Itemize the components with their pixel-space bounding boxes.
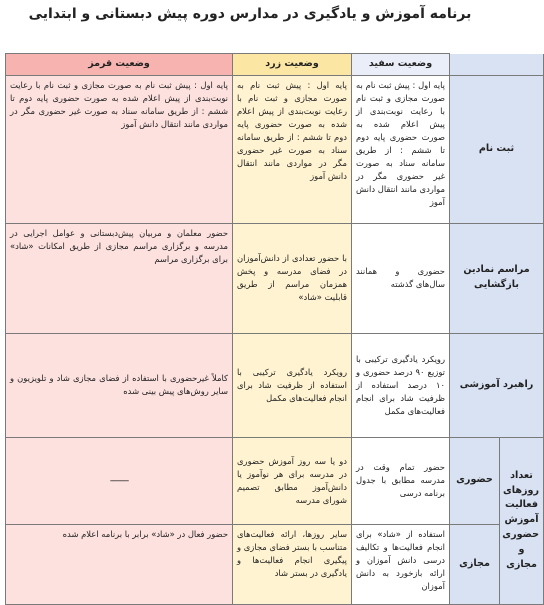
header-white-status: وضعیت سفید bbox=[352, 54, 450, 76]
row-label-days: تعداد روزهای فعالیت آموزش حضوری و مجازی bbox=[500, 437, 544, 604]
registration-white: پایه اول : پیش ثبت نام به صورت مجازی و ثبت نام با رعایت نوبت‌بندی از پیش اعلام شده به صورت حضوری پایه دوم تا ششم : از طریق سامانه سناد به صورت غیر حضوری مگر در مواردی مانند انتقال دانش آموز bbox=[352, 75, 450, 223]
table-row bbox=[6, 333, 544, 437]
registration-red: پایه اول : پیش ثبت نام به صورت مجازی و ثبت نام با رعایت نوبت‌بندی از پیش اعلام شده به صورت حضوری پایه دوم تا ششم : از طریق سامانه سناد به صورت غیر حضوری مگر در مواردی مانند انتقال دانش آموز bbox=[6, 75, 233, 223]
page-title: برنامه آموزش و یادگیری در مدارس دوره پیش دبستانی و ابتدایی bbox=[28, 6, 472, 22]
ceremony-red: حضور معلمان و مربیان پیش‌دبستانی و عوامل اجرایی در مدرسه و برگزاری مراسم مجازی از طریق امکانات «شاد» برای برگزاری مراسم bbox=[6, 223, 233, 333]
table-row bbox=[6, 524, 544, 604]
education-plan-table bbox=[5, 53, 544, 605]
virtual-yellow: سایر روزها، ارائه فعالیت‌های متناسب با بستر فضای مجازی و پیگیری انجام فعالیت‌ها و یادگیری در بستر شاد bbox=[233, 524, 352, 604]
inperson-white: حضور تمام وقت در مدرسه مطابق با جدول برنامه درسی bbox=[352, 437, 450, 524]
header-yellow-status: وضعیت زرد bbox=[233, 54, 352, 76]
row-label-inperson: حضوری bbox=[450, 437, 500, 524]
header-red-status: وضعیت قرمز bbox=[6, 54, 233, 76]
registration-yellow: پایه اول : پیش ثبت نام به صورت مجازی و ثبت نام با رعایت نوبت‌بندی از پیش اعلام شده به صورت حضوری پایه دوم تا ششم : از طریق سامانه سناد به صورت غیر حضوری مگر در مواردی مانند انتقال دانش آموز bbox=[233, 75, 352, 223]
row-label-registration: ثبت نام bbox=[450, 75, 544, 223]
row-label-virtual: مجازی bbox=[450, 524, 500, 604]
virtual-white: استفاده از «شاد» برای انجام فعالیت‌ها و تکالیف درسی دانش آموزان و ارائه بازخورد به دانش آموزان bbox=[352, 524, 450, 604]
ceremony-white: حضوری و همانند سال‌های گذشته bbox=[352, 223, 450, 333]
virtual-red: حضور فعال در «شاد» برابر با برنامه اعلام شده bbox=[6, 524, 233, 604]
table-row bbox=[6, 223, 544, 333]
corner-cell bbox=[450, 54, 544, 76]
inperson-yellow: دو یا سه روز آموزش حضوری در مدرسه برای هر نوآموز یا دانش‌آموز مطابق تصمیم شورای مدرسه bbox=[233, 437, 352, 524]
row-label-strategy: راهبرد آموزشی bbox=[450, 333, 544, 437]
strategy-yellow: رویکرد یادگیری ترکیبی با استفاده از ظرفیت شاد برای انجام فعالیت‌های مکمل bbox=[233, 333, 352, 437]
table-row bbox=[6, 437, 544, 524]
strategy-white: رویکرد یادگیری ترکیبی با توزیع ۹۰ درصد حضوری و ۱۰ درصد استفاده از ظرفیت شاد برای انجام فعالیت‌های مکمل bbox=[352, 333, 450, 437]
ceremony-yellow: با حضور تعدادی از دانش‌آموزان در فضای مدرسه و پخش همزمان مراسم از طریق قابلیت «شاد» bbox=[233, 223, 352, 333]
strategy-red: کاملاً غیرحضوری با استفاده از فضای مجازی شاد و تلویزیون و سایر روش‌های پیش بینی شده bbox=[6, 333, 233, 437]
inperson-red: --------- bbox=[6, 437, 233, 524]
table-row bbox=[6, 75, 544, 223]
row-label-ceremony: مراسم نمادین بازگشایی bbox=[450, 223, 544, 333]
